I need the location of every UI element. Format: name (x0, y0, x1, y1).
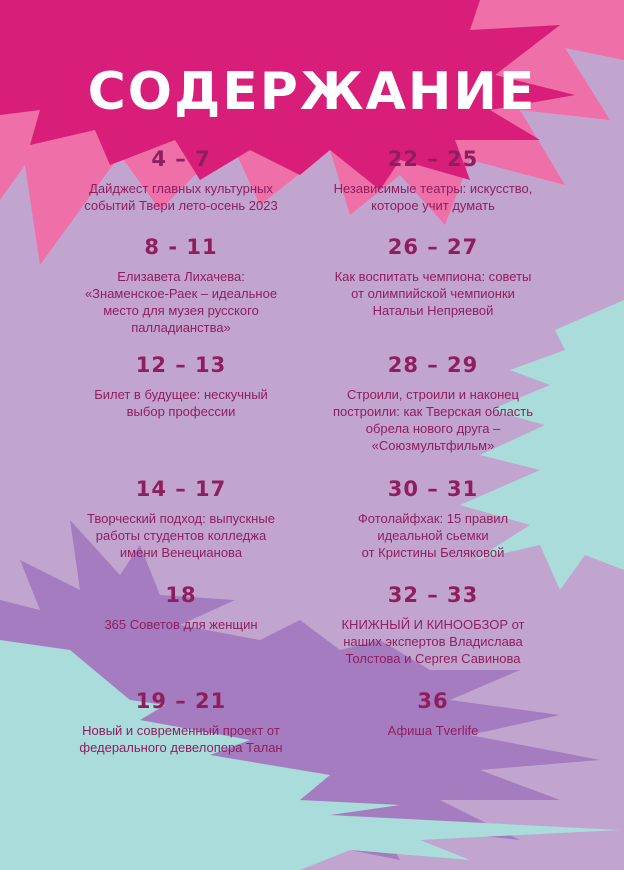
entry-description: Новый и современный проект от федерального девелопера Талан (79, 723, 283, 755)
entry-description: Как воспитать чемпиона: советы от олимпийской чемпионки Натальи Непряевой (334, 269, 532, 318)
toc-entry[interactable] (298, 146, 568, 214)
toc-entry[interactable] (298, 476, 568, 561)
toc-entry[interactable] (46, 476, 316, 561)
page-range: 22 – 25 (387, 147, 479, 171)
entry-description: Независимые театры: искусство, которое учит думать (333, 181, 533, 213)
page-range: 28 – 29 (387, 353, 479, 377)
toc-entry[interactable] (46, 234, 316, 336)
entry-description: Елизавета Лихачева: «Знаменское-Раек – идеальное место для музея русского палладианства» (84, 269, 278, 335)
page-range: 19 – 21 (135, 689, 227, 713)
toc-entry[interactable] (298, 352, 568, 454)
toc-entry[interactable] (46, 582, 316, 633)
page-range: 32 – 33 (387, 583, 479, 607)
page-range: 36 (417, 689, 449, 713)
entry-description: Дайджест главных культурных событий Твери лето-осень 2023 (84, 181, 278, 213)
entry-description: Строили, строили и наконец построили: как Тверская область обрела нового друга – «Союзмультфильм» (332, 387, 534, 453)
page-range: 8 - 11 (144, 235, 218, 259)
toc-entry[interactable] (46, 688, 316, 756)
toc-entry[interactable] (298, 688, 568, 739)
page-range: 4 – 7 (151, 147, 211, 171)
page-range: 12 – 13 (135, 353, 227, 377)
page-range: 18 (165, 583, 197, 607)
toc-entry[interactable] (46, 146, 316, 214)
entry-description: КНИЖНЫЙ И КИНООБЗОР от наших экспертов Владислава Толстова и Сергея Савинова (341, 617, 525, 666)
entry-description: Билет в будущее: нескучный выбор профессии (94, 387, 268, 419)
page-title: СОДЕРЖАНИЕ (87, 62, 537, 122)
page-range: 26 – 27 (387, 235, 479, 259)
page-range: 30 – 31 (387, 477, 479, 501)
entry-description: Творческий подход: выпускные работы студентов колледжа имени Венецианова (87, 511, 275, 560)
toc-entry[interactable] (298, 582, 568, 667)
entry-description: Фотолайфхак: 15 правил идеальной сьемки от Кристины Беляковой (357, 511, 509, 560)
toc-entry[interactable] (46, 352, 316, 420)
page-range: 14 – 17 (135, 477, 227, 501)
entry-description: Афиша Tverlife (387, 723, 479, 738)
toc-entry[interactable] (298, 234, 568, 319)
entry-description: 365 Советов для женщин (104, 617, 258, 632)
